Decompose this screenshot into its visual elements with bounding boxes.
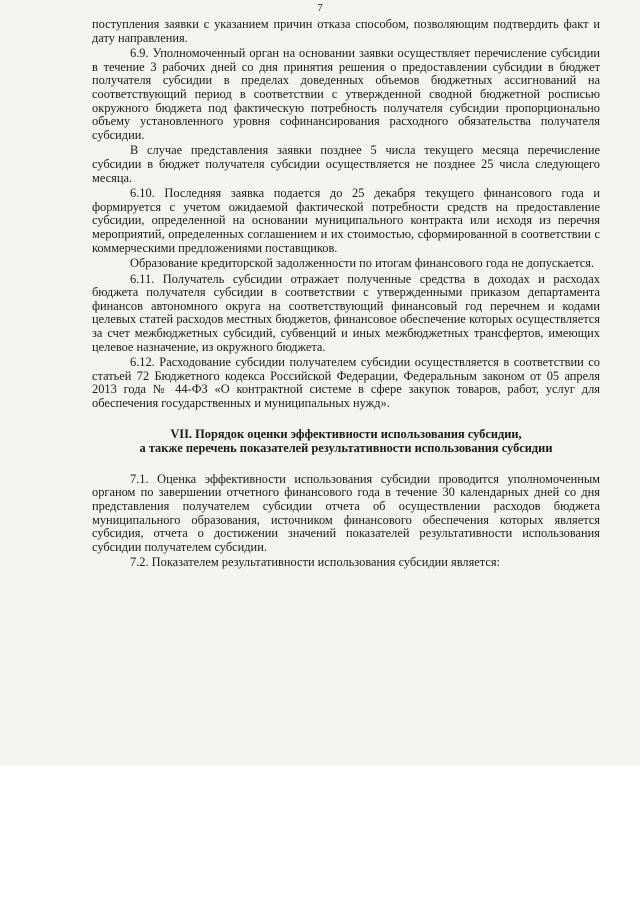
paragraph-7-2: 7.2. Показателем результативности использования субсидии является: xyxy=(130,555,501,570)
document-body xyxy=(92,18,600,572)
section-heading-line-2: а также перечень показателей результативности использования субсидии xyxy=(139,441,553,456)
paragraph-6-11: 6.11. Получатель субсидии отражает полученные средства в доходах и расходах бюджета получателя субсидии в соответствии с утвержденными приказом департамента финансов автономного округа на соответствующий финансовый год перечнем и кодами целевых статей расходов местных бюджетов, финансовое обеспечение которых осуществляется за счет межбюджетных субсидий, субвенций и иных межбюджетных трансфертов, имеющих целевое назначение, из окружного бюджета. xyxy=(92,271,600,354)
section-heading-vii xyxy=(92,427,600,456)
paragraph-6-10: 6.10. Последняя заявка подается до 25 декабря текущего финансового года и формируется с учетом ожидаемой фактической потребности средств на предоставление субсидии, определенной на основании муниципального контракта или исходя из перечня мероприятий, определенных соглашением и их стоимостью, сформированной в соответствии с коммерческими предложениями поставщиков. xyxy=(92,186,600,255)
paragraph-6-9: 6.9. Уполномоченный орган на основании заявки осуществляет перечисление субсидии в течение 3 рабочих дней со дня принятия решения о предоставлении субсидии в бюджет получателя субсидии в пределах доведенных объемов бюджетных ассигнований на соответствующий период в соответствии с утвержденной сводной бюджетной росписью окружного бюджета под фактическую потребность получателя субсидии пропорционально объему установленного уровня софинансирования расходного обязательства получателя субсидии. xyxy=(92,46,600,142)
section-heading-line-1: VII. Порядок оценки эффективности использования субсидии, xyxy=(170,426,522,441)
paragraph-6-12: 6.12. Расходование субсидии получателем субсидии осуществляется в соответствии со статьей 72 Бюджетного кодекса Российской Федерации, Федеральным законом от 05 апреля 2013 года № 44-ФЗ «О контрактной системе в сфере закупок товаров, работ, услуг для обеспечения государственных и муниципальных нужд». xyxy=(92,355,600,411)
paragraph-continuation: поступления заявки с указанием причин отказа способом, позволяющим подтвердить факт и дату направления. xyxy=(92,17,600,45)
blank-margin xyxy=(0,766,640,905)
paragraph-creditor-debt: Образование кредиторской задолженности по итогам финансового года не допускается. xyxy=(130,256,595,271)
paragraph-late-application: В случае представления заявки позднее 5 числа текущего месяца перечисление субсидии в бюджет получателя субсидии осуществляется не позднее 25 числа следующего месяца. xyxy=(92,143,600,185)
paragraph-7-1: 7.1. Оценка эффективности использования субсидии проводится уполномоченным органом по завершении отчетного финансового года в течение 30 календарных дней со дня представления получателем субсидии отчета об осуществлении расходов бюджета муниципального образования, источником финансового обеспечения которых является субсидия, отчета о достижении значений показателей результативности использования субсидии получателем субсидии. xyxy=(92,471,600,554)
page-number: 7 xyxy=(317,2,323,14)
